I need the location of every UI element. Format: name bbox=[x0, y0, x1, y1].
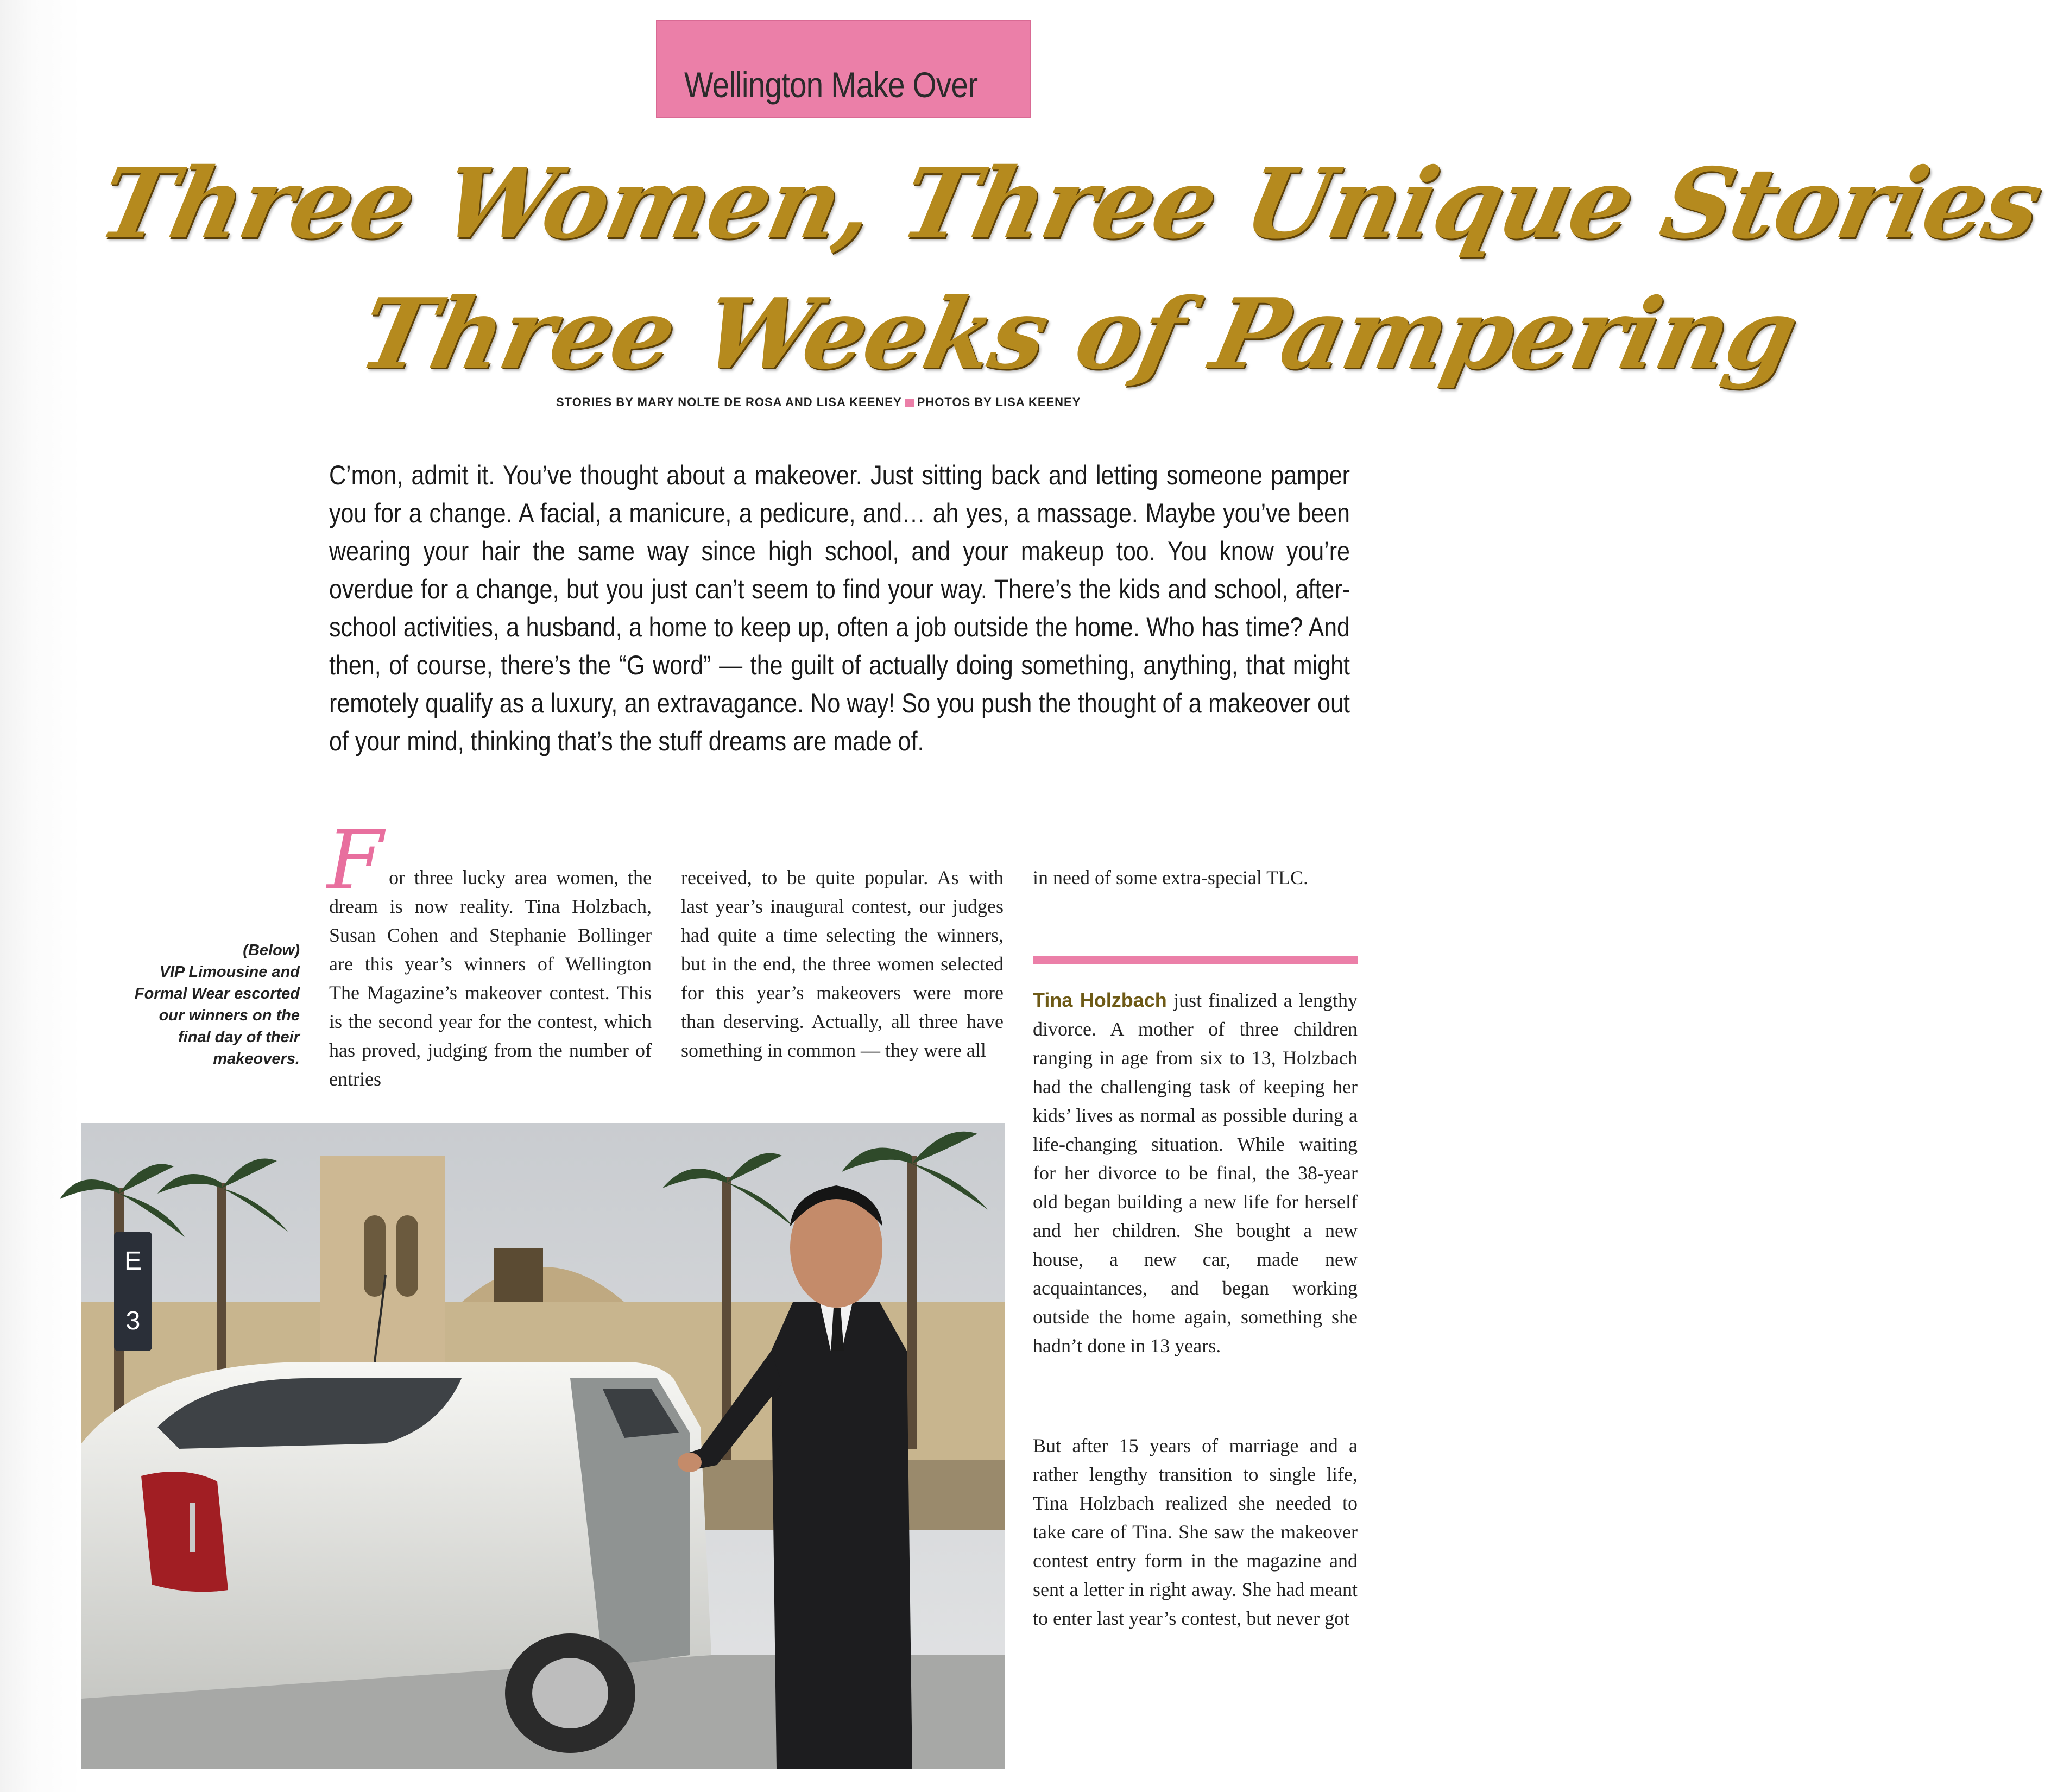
caption-text: VIP Limousine and Formal Wear escorted our winners on the final day of their makeovers. bbox=[134, 963, 300, 1068]
headline-line-1: Three Women, Three Unique Stories bbox=[90, 147, 2051, 260]
intro-paragraph: C’mon, admit it. You’ve thought about a makeover. Just sitting back and letting someone pamper you for a change. A facial, a manicure, a pedicure, and… ah yes, a massage. Maybe you’ve been wearing your hair the same way since high school, and your makeup too. You know you’re overdue for a change, but you just can’t seem to find your way. There’s the kids and school, after-school activities, a husband, a home to keep up, often a job outside the home. Who has time? And then, of course, there’s the “G word” — the guilt of actually doing something, anything, that might remotely qualify as a luxury, an extravagance. No way! So you push the thought of a makeover out of your mind, thinking that’s the stuff dreams are made of. bbox=[329, 460, 1350, 756]
byline-photos: PHOTOS BY LISA KEENEY bbox=[917, 395, 1081, 409]
byline-stories: STORIES BY MARY NOLTE DE ROSA AND LISA KEENEY bbox=[556, 395, 902, 409]
subject-name: Tina Holzbach bbox=[1033, 989, 1167, 1011]
byline-separator bbox=[905, 399, 914, 407]
body-column-2: received, to be quite popular. As with last year’s inaugural contest, our judges had quite a time selecting the winners, but in the end, the three women selected for this year’s makeovers were more than deserving. Actually, all three have something in common — they were all bbox=[681, 867, 1004, 1061]
body-column-1 bbox=[327, 813, 652, 1094]
photo-caption bbox=[126, 939, 300, 1070]
page-margin bbox=[0, 0, 81, 1792]
limousine-emblem bbox=[190, 1503, 195, 1552]
parking-sign-number: 3 bbox=[125, 1307, 141, 1335]
column-1-text: or three lucky area women, the dream is now reality. Tina Holzbach, Susan Cohen and Stephanie Bollinger are this year’s winners of Wellington The Magazine’s makeover contest. This is the second year for the contest, which has proved, judging from the number of entries bbox=[329, 867, 652, 1090]
limousine-photo bbox=[81, 1123, 1005, 1769]
tower-window bbox=[364, 1215, 386, 1297]
headline-line-2: Three Weeks of Pampering bbox=[350, 277, 1807, 390]
body-column-3-paragraph-1 bbox=[1033, 986, 1358, 1360]
caption-lead: (Below) bbox=[243, 942, 300, 959]
parking-sign-letter: E bbox=[124, 1247, 142, 1276]
body-column-3-top: in need of some extra-special TLC. bbox=[1033, 867, 1309, 888]
chauffeur-hand bbox=[678, 1453, 702, 1472]
section-divider bbox=[1033, 956, 1358, 964]
tail-light bbox=[141, 1472, 228, 1592]
arch-window bbox=[494, 1248, 543, 1302]
section-label: Wellington Make Over bbox=[684, 65, 978, 105]
wheel-hubcap bbox=[532, 1658, 608, 1728]
tower-window bbox=[396, 1215, 418, 1297]
limousine-photo-illustration bbox=[81, 1123, 1005, 1769]
paragraph-1-text: just finalized a lengthy divorce. A mother of three children ranging in age from six to 13, Holzbach had the challenging task of keeping her kids’ lives as normal as possible during a life-changing situation. While waiting for her divorce to be final, the 38-year old began building a new life for herself and her children. She bought a new house, a new car, made new acquaintances, and began working outside the home again, something she hadn’t done in 13 years. bbox=[1033, 989, 1358, 1356]
byline bbox=[556, 395, 1081, 409]
drop-cap: F bbox=[327, 813, 384, 908]
body-column-3-paragraph-2: But after 15 years of marriage and a rather lengthy transition to single life, Tina Holzbach realized she needed to take care of Tina. She saw the makeover contest entry form in the magazine and sent a letter in right away. She had meant to enter last year’s contest, but never got bbox=[1033, 1435, 1358, 1629]
section-badge bbox=[656, 20, 1031, 118]
